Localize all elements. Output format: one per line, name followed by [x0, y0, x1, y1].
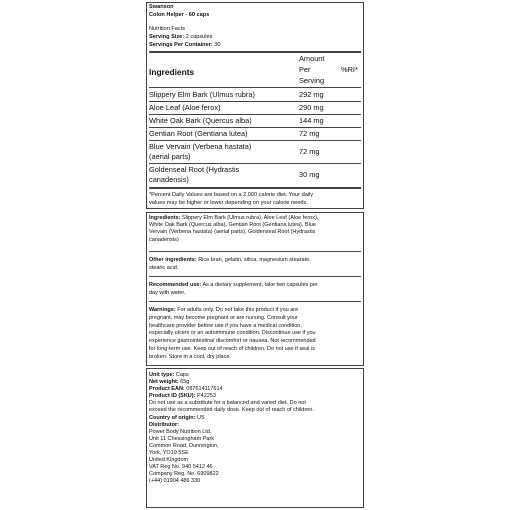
net-weight-value: 65g — [178, 379, 190, 386]
country-of-origin — [149, 415, 361, 422]
product-name: Colon Helper - 60 caps — [149, 12, 210, 18]
warnings-line — [149, 307, 361, 315]
table-row-name: Goldenseal Root (Hydrastis — [149, 165, 240, 174]
product-sku-value: P42253 — [195, 393, 216, 400]
product-ean — [149, 386, 361, 393]
other-ingredients-line: stearic acid. — [149, 264, 179, 271]
divider — [149, 51, 361, 53]
product-sku — [149, 393, 361, 400]
divider — [149, 114, 361, 115]
distributor-line: York, YO19 5SE — [149, 450, 189, 457]
ingredients-header: Ingredients — [149, 67, 195, 77]
nutrition-facts-title: Nutrition Facts — [149, 26, 186, 32]
distributor-line: United Kingdom — [149, 457, 189, 464]
divider — [149, 87, 361, 88]
divider — [149, 276, 361, 277]
divider — [149, 101, 361, 102]
table-row-name: Gentian Root (Gentiana lutea) — [149, 129, 248, 138]
country-of-origin-value: US — [195, 414, 205, 421]
table-row-amount: 72 mg — [299, 129, 320, 138]
table-row-amount: 290 mg — [299, 103, 324, 112]
other-ingredients-paragraph — [149, 257, 361, 273]
amount-header-line1: Amount — [299, 54, 325, 63]
product-ean-value: 087614117614 — [184, 386, 223, 393]
warnings-label: Warnings: — [149, 307, 176, 313]
amount-header-line3: Serving — [299, 76, 325, 85]
table-row-amount: 72 mg — [299, 147, 320, 156]
recommended-use-line — [149, 282, 361, 290]
recommended-use-text: As a dietary supplement, take two capsules per — [201, 282, 318, 288]
product-details-paragraph — [149, 372, 361, 486]
notice-line: exceed the recommended daily dose. Keep out of reach of children. — [149, 407, 314, 414]
distributor-label: Distributor: — [149, 421, 179, 428]
divider — [149, 127, 361, 128]
table-row-name-cont: (aerial parts) — [149, 152, 191, 161]
product-details-panel — [146, 368, 364, 508]
divider — [149, 301, 361, 302]
serving-size — [149, 35, 212, 41]
product-ean-label: Product EAN: — [149, 386, 185, 393]
servings-label: Servings Per Container: — [149, 42, 213, 48]
distributor-line: Power Body Nutrition Ltd. — [149, 428, 212, 435]
ingredients-paragraph — [149, 216, 361, 245]
distributor-line: VAT Reg No. 940 5412 46 — [149, 464, 213, 471]
footnote-line1: *Percent Daily Values are based on a 2,000 calorie diet. Your daily — [149, 192, 314, 198]
other-ingredients-label: Other ingredients: — [149, 257, 197, 263]
warnings-line: experience gastrointestinal discomfort or nausea. Not recommended — [149, 338, 316, 345]
notice-line: Do not use as a substitute for a balanced and varied diet. Do not — [149, 400, 306, 407]
ingredients-line: Vervain (Verbena hastata) (aerial parts), Goldenseal Root (Hydrastis — [149, 229, 316, 236]
brand-name: Swanson — [149, 4, 174, 10]
warnings-paragraph — [149, 307, 361, 362]
ingredients-line: White Oak Bark (Quercus alba), Gentian Root (Gentiana lutea), Blue — [149, 221, 316, 228]
net-weight — [149, 379, 361, 386]
recommended-use-line: day with water. — [149, 289, 186, 296]
table-row-name: White Oak Bark (Quercus alba) — [149, 116, 252, 125]
table-row-name: Blue Vervain (Verbena hastata) — [149, 142, 252, 151]
other-ingredients-text: Rice bran, gelatin, silica, magnesium stearate, — [196, 257, 311, 263]
servings-value: 30 — [214, 42, 221, 48]
unit-type-value: Caps — [174, 372, 189, 378]
divider — [149, 163, 361, 164]
serving-size-label: Serving Size: — [149, 34, 185, 40]
footnote-line2: values may be higher or lower depending on your calorie needs. — [149, 200, 308, 206]
warnings-line: especially ulcers or an autoimmune condition. Discontinue use if you — [149, 330, 316, 337]
warnings-line: pregnant, may become pregnant or are nursing. Consult your — [149, 314, 298, 321]
table-row-name: Aloe Leaf (Aloe ferox) — [149, 103, 221, 112]
distributor-line: (+44) 01904 486 330 — [149, 478, 201, 485]
warnings-line: broken. Store in a cool, dry place. — [149, 353, 231, 360]
net-weight-label: Net weight: — [149, 379, 179, 386]
warnings-line: for long-term use. Keep out of reach of children. Do not use if seal is — [149, 345, 316, 352]
warnings-line: healthcare provider before use if you have a medical condition, — [149, 322, 302, 329]
distributor-line: Company Reg. No. 6909822 — [149, 471, 219, 478]
ingredients-line: canadensis) — [149, 237, 179, 244]
country-of-origin-label: Country of origin: — [149, 414, 196, 421]
ingredients-panel — [146, 212, 364, 366]
recommended-use-paragraph — [149, 282, 361, 298]
divider — [149, 140, 361, 141]
divider — [149, 251, 361, 252]
distributor-line: Unit 11 Chessingham Park — [149, 435, 215, 442]
nutrition-facts-panel — [146, 2, 364, 209]
divider — [149, 187, 361, 189]
product-sku-label: Product ID (SKU): — [149, 393, 196, 400]
table-row-name: Slippery Elm Bark (Ulmus rubra) — [149, 90, 255, 99]
other-ingredients-line — [149, 257, 361, 265]
unit-type — [149, 372, 361, 379]
amount-header-line2: Per — [299, 65, 311, 74]
ingredients-text: Slippery Elm Bark (Ulmus rubra), Aloe Leaf (Aloe ferox), — [180, 215, 319, 221]
serving-size-value: 2 capsules — [185, 34, 213, 40]
table-row-name-cont: canadensis) — [149, 175, 189, 184]
recommended-use-label: Recommended use: — [149, 282, 202, 288]
table-row-amount: 30 mg — [299, 170, 320, 179]
servings-per-container — [149, 43, 221, 49]
warnings-text: For adults only. Do not take this product if you are — [175, 307, 299, 313]
ingredients-label: Ingredients: — [149, 215, 181, 221]
distributor-line: Common Road, Dunnington, — [149, 442, 219, 449]
ri-header: %RI* — [341, 65, 358, 74]
unit-type-label: Unit type: — [149, 372, 175, 378]
table-row-amount: 292 mg — [299, 90, 324, 99]
table-row-amount: 144 mg — [299, 116, 324, 125]
